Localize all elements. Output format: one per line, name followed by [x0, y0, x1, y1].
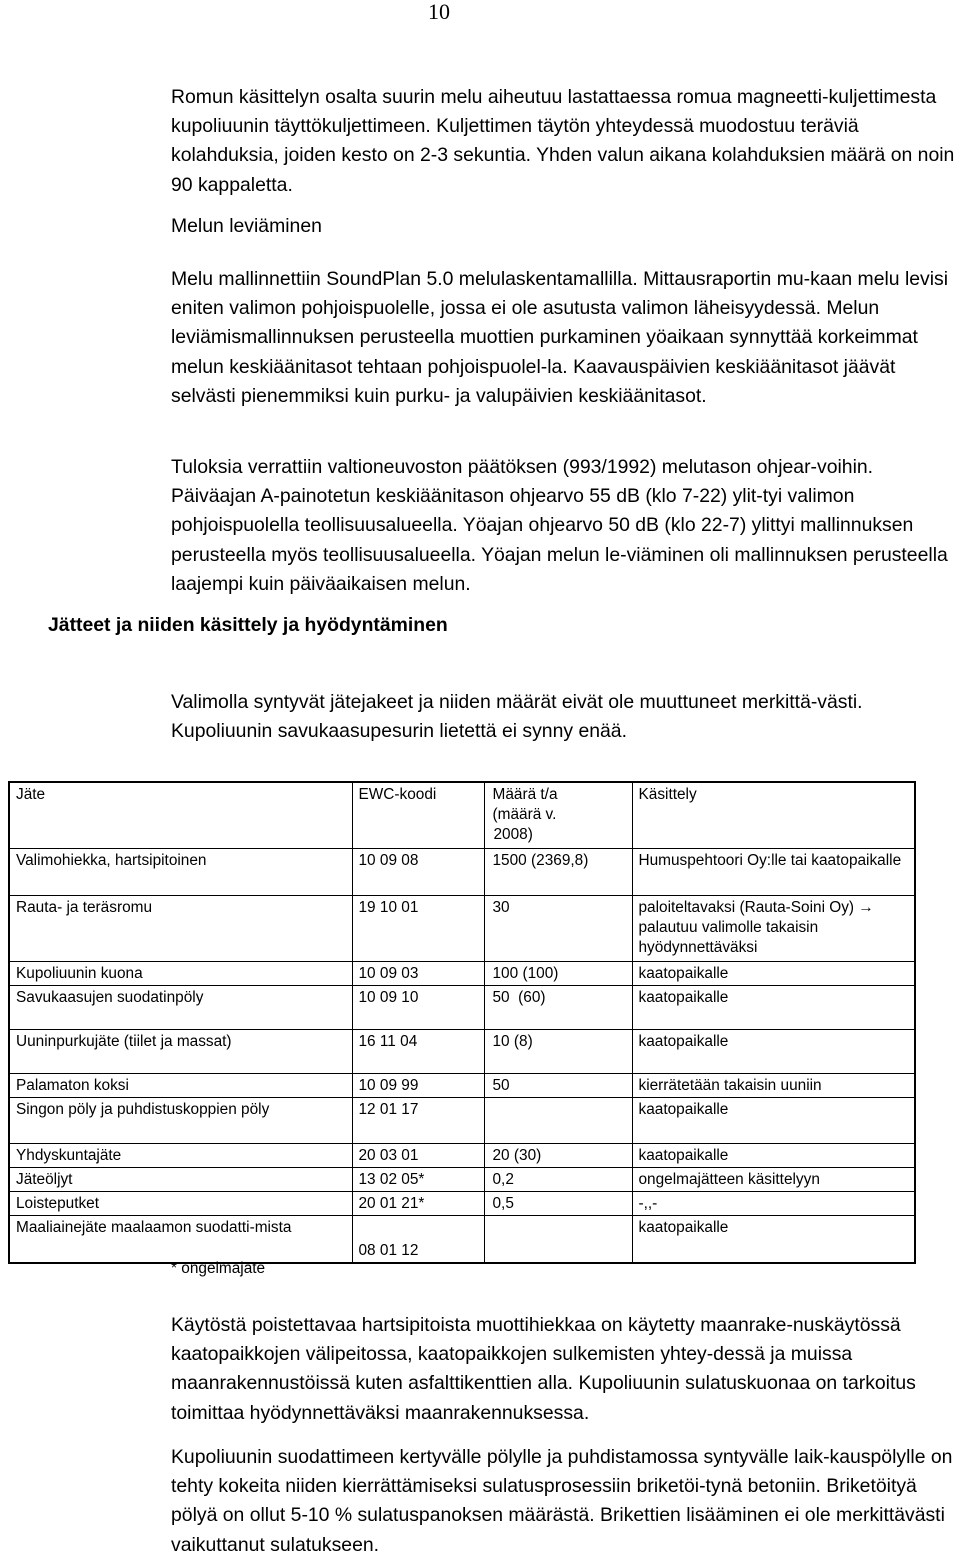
- cell-ewc-code: 12 01 17: [352, 1097, 484, 1143]
- cell-ewc-code: 08 01 12: [352, 1215, 484, 1263]
- header-ewc-code: EWC-koodi: [352, 782, 484, 848]
- cell-ewc-code: 20 03 01: [352, 1143, 484, 1167]
- header-treatment: Käsittely: [632, 782, 915, 848]
- header-amount-line-3: 2008): [493, 826, 533, 843]
- cell-waste: Loisteputket: [9, 1191, 352, 1215]
- table-row: [9, 895, 915, 961]
- cell-waste: Rauta- ja teräsromu: [9, 895, 352, 961]
- cell-ewc-code: 10 09 10: [352, 985, 484, 1029]
- cell-ewc-code: 20 01 21*: [352, 1191, 484, 1215]
- cell-waste: Kupoliuunin kuona: [9, 961, 352, 985]
- cell-amount: 30: [484, 895, 632, 961]
- paragraph-resin-sand: Käytöstä poistettavaa hartsipitoista muottihiekkaa on käytetty maanrake-nuskäytössä kaatopaikkojen välipeitossa, kaatopaikkojen sulkemisten yhtey-dessä ja muissa maanrakennustöissä kuten asfalttikenttien alla. Kupoliuunin sulatuskuonaa on tarkoitus toimittaa hyödynnettäväksi maanrakennuksessa.: [171, 1314, 916, 1424]
- cell-treatment: Humuspehtoori Oy:lle tai kaatopaikalle: [632, 848, 915, 895]
- cell-ewc-code: 10 09 99: [352, 1073, 484, 1097]
- cell-treatment: ongelmajätteen käsittelyyn: [632, 1167, 915, 1191]
- cell-amount: 50: [484, 1073, 632, 1097]
- cell-ewc-code: 16 11 04: [352, 1029, 484, 1073]
- table-row: [9, 985, 915, 1029]
- cell-treatment: kaatopaikalle: [632, 985, 915, 1029]
- cell-waste: Singon pöly ja puhdistuskoppien pöly: [9, 1097, 352, 1143]
- cell-ewc-code: 10 09 08: [352, 848, 484, 895]
- cell-ewc-code: 10 09 03: [352, 961, 484, 985]
- table-row: [9, 1143, 915, 1167]
- table-footnote: * ongelmajäte: [171, 1260, 266, 1277]
- cell-waste: Palamaton koksi: [9, 1073, 352, 1097]
- cell-treatment: kaatopaikalle: [632, 1215, 915, 1263]
- cell-amount: 0,5: [484, 1191, 632, 1215]
- table-row: [9, 1073, 915, 1097]
- paragraph-noise-guidelines: Tuloksia verrattiin valtioneuvoston päätöksen (993/1992) melutason ohjear-voihin. Päiväajan A-painotetun keskiäänitason ohjearvo 55 dB (klo 7-22) ylit-tyi valimon pohjoispuolella teollisuusalueella. Yöajan ohjearvo 50 dB (klo 22-7) ylittyi mallinnuksen perusteella myös teollisuusalueella. Yöajan melun le-viäminen oli mallinnuksen perusteella laajempi kuin päiväaikaisen melun.: [171, 456, 948, 595]
- paragraph-scrap-noise: Romun käsittelyn osalta suurin melu aiheutuu lastattaessa romua magneetti-kuljettimesta kupoliuunin täyttökuljettimeen. Kuljettimen täytön yhteydessä muodostuu teräviä kolahduksia, joiden kesto on 2-3 sekuntia. Yhden valun aikana kolahduksien määrä on noin 90 kappaletta.: [171, 86, 955, 196]
- table-row: [9, 848, 915, 895]
- cell-waste: Valimohiekka, hartsipitoinen: [9, 848, 352, 895]
- page-number: 10: [428, 0, 450, 24]
- cell-amount: 50 (60): [484, 985, 632, 1029]
- cell-waste: Yhdyskuntajäte: [9, 1143, 352, 1167]
- cell-amount: 0,2: [484, 1167, 632, 1191]
- cell-treatment: kierrätetään takaisin uuniin: [632, 1073, 915, 1097]
- header-amount-line-2: (määrä v.: [492, 806, 557, 823]
- cell-treatment: -,,-: [632, 1191, 915, 1215]
- table-header-row: [9, 782, 915, 848]
- paragraph-waste-intro: Valimolla syntyvät jätejakeet ja niiden määrät eivät ole muuttuneet merkittä-västi. Kupoliuunin savukaasupesurin lietettä ei synny enää.: [171, 691, 863, 743]
- cell-ewc-code: 19 10 01: [352, 895, 484, 961]
- cell-amount: [484, 1097, 632, 1143]
- cell-treatment: paloiteltavaksi (Rauta-Soini Oy) → palautuu valimolle takaisin hyödynnettäväksi: [632, 895, 915, 961]
- cell-amount: [484, 1215, 632, 1263]
- cell-amount: 10 (8): [484, 1029, 632, 1073]
- cell-treatment: kaatopaikalle: [632, 1097, 915, 1143]
- paragraph-dust-recycling: Kupoliuunin suodattimeen kertyvälle pölylle ja puhdistamossa syntyvälle laik-kauspölylle on tehty kokeita niiden kierrättämiseksi sulatusprosessiin briketöi-tynä betoniin. Briketöityä pölyä on ollut 5-10 % sulatuspanoksen määrästä. Brikettien lisääminen ei ole merkittävästi vaikuttanut sulatukseen.: [171, 1446, 953, 1556]
- table-row: [9, 1167, 915, 1191]
- table-row: [9, 1097, 915, 1143]
- section-heading-waste: Jätteet ja niiden käsittely ja hyödyntäminen: [48, 614, 448, 636]
- waste-table: [8, 781, 916, 1264]
- cell-treatment: kaatopaikalle: [632, 1143, 915, 1167]
- paragraph-noise-model: Melu mallinnettiin SoundPlan 5.0 melulaskentamallilla. Mittausraportin mu-kaan melu levisi eniten valimon pohjoispuolelle, jossa ei ole asutusta valimon läheisyydessä. Melun leviämismallinnuksen perusteella muottien purkaminen yöaikaan synnyttää korkeimmat melun keskiäänitasot tehtaan pohjoispuolel-la. Kaavauspäivien keskiäänitasot jäävät selvästi pienemmiksi kuin purku- ja valupäivien keskiäänitasot.: [171, 268, 949, 407]
- cell-waste: Jäteöljyt: [9, 1167, 352, 1191]
- cell-treatment: kaatopaikalle: [632, 1029, 915, 1073]
- cell-amount: 20 (30): [484, 1143, 632, 1167]
- table-row: [9, 1191, 915, 1215]
- table-row: [9, 1029, 915, 1073]
- cell-ewc-code: 13 02 05*: [352, 1167, 484, 1191]
- header-waste: Jäte: [9, 782, 352, 848]
- subheading-noise-spread: Melun leviäminen: [171, 215, 322, 237]
- header-amount: [484, 782, 632, 848]
- cell-treatment: kaatopaikalle: [632, 961, 915, 985]
- header-amount-line-1: Määrä t/a: [492, 786, 558, 803]
- cell-waste: Maaliainejäte maalaamon suodatti-mista: [9, 1215, 352, 1263]
- table-row: [9, 1215, 915, 1263]
- cell-waste: Uuninpurkujäte (tiilet ja massat): [9, 1029, 352, 1073]
- cell-amount: 1500 (2369,8): [484, 848, 632, 895]
- table-row: [9, 961, 915, 985]
- cell-waste: Savukaasujen suodatinpöly: [9, 985, 352, 1029]
- cell-amount: 100 (100): [484, 961, 632, 985]
